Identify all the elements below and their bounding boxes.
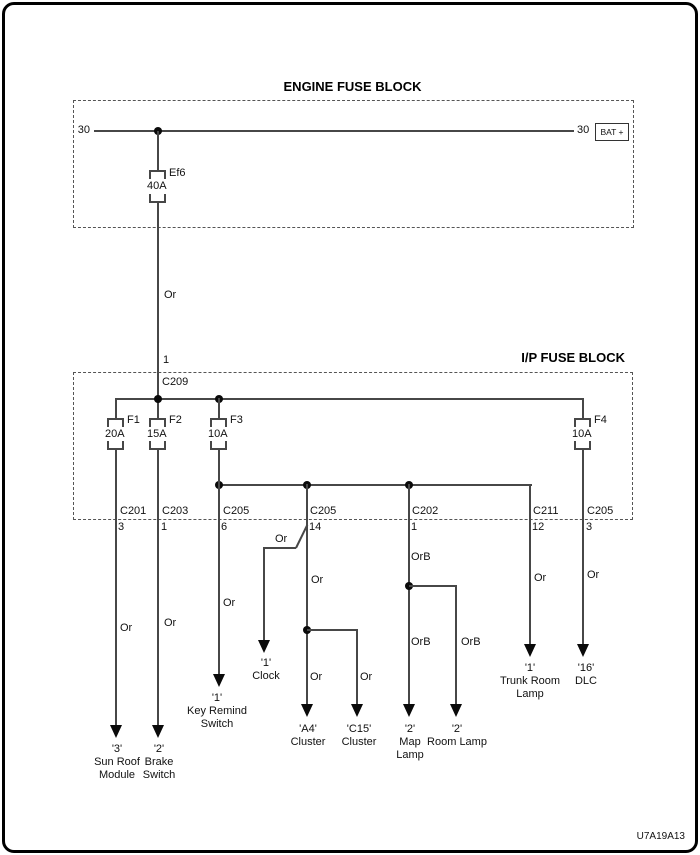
wire-battery-bus [94, 130, 574, 132]
arrow-c15-cluster [351, 704, 363, 717]
engine-fuse-block-title: ENGINE FUSE BLOCK [283, 79, 422, 94]
component-label-key-remind-switch [187, 692, 247, 731]
wire-bus-to-f4 [582, 398, 584, 419]
connector-c201-pin: 3 [118, 521, 125, 533]
wire-key-remind-switch [218, 449, 220, 674]
connector-c201-name: C201 [120, 505, 147, 517]
connector-c203-pin: 1 [161, 521, 168, 533]
component-pin: 'A4' [299, 723, 317, 735]
arrow-brake-switch [152, 725, 164, 738]
connector-c202-name: C202 [412, 505, 439, 517]
fuse-f3-symbol-top [210, 418, 227, 427]
arrow-sun-roof-module [110, 725, 122, 738]
wire-sun-roof-module [115, 449, 117, 725]
component-line: DLC [574, 675, 598, 687]
wire-lamp-branch [409, 585, 457, 587]
component-pin: '3' [111, 743, 123, 755]
component-pin: '2' [404, 723, 416, 735]
wire-color-c15-cluster: Or [360, 671, 373, 683]
fuse-f2-symbol-top [149, 418, 166, 427]
component-line: Clock [252, 670, 280, 682]
wire-clock-horizontal [264, 547, 296, 549]
component-label-room-lamp [427, 723, 487, 749]
component-label-clock [252, 657, 280, 683]
component-label-a4-cluster [291, 723, 326, 749]
fuse-f2-name: F2 [169, 414, 182, 426]
wire-ip-fuse-bus [115, 398, 584, 400]
fuse-ef6-rating: 40A [147, 180, 167, 192]
component-line: Sun Roof [94, 756, 140, 768]
fuse-ef6-name: Ef6 [169, 167, 186, 179]
component-line: Brake [144, 756, 174, 768]
arrow-trunk-room-lamp [524, 644, 536, 657]
component-line: Cluster [290, 736, 326, 748]
fuse-f2-rating: 15A [147, 428, 167, 440]
fuse-f1-rating: 20A [105, 428, 125, 440]
wire-color-key-remind: Or [223, 597, 236, 609]
wire-color-cluster-feed: Or [311, 574, 324, 586]
wire-color-dlc: Or [587, 569, 600, 581]
wire-trunk-room-lamp [529, 484, 531, 644]
wire-cluster-branch [307, 629, 358, 631]
component-line: Key Remind [187, 705, 247, 717]
wire-brake-switch [157, 449, 159, 725]
connector-c205-3-name: C205 [587, 505, 614, 517]
connector-c209-name: C209 [162, 376, 189, 388]
connector-c209-pin: 1 [163, 354, 170, 366]
connector-c203-name: C203 [162, 505, 189, 517]
wire-color-a4-cluster: Or [310, 671, 323, 683]
component-line: Cluster [341, 736, 377, 748]
component-label-trunk-room-lamp [500, 662, 560, 701]
component-pin: 'C15' [346, 723, 372, 735]
connector-c211-pin: 12 [532, 521, 545, 533]
wire-map-lamp [408, 484, 410, 704]
connector-c205-6-pin: 6 [221, 521, 228, 533]
component-line: Lamp [516, 688, 544, 700]
arrow-map-lamp [403, 704, 415, 717]
component-line: Lamp [396, 749, 424, 761]
wire-clock [263, 547, 265, 640]
fuse-f4-rating: 10A [572, 428, 592, 440]
fuse-f1-symbol-top [107, 418, 124, 427]
component-label-map-lamp [396, 723, 424, 762]
wire-color-sun-roof: Or [120, 622, 133, 634]
fuse-f4-symbol-top [574, 418, 591, 427]
junction-dot-bus-f2 [154, 395, 162, 403]
component-label-sun-roof-module [94, 743, 140, 782]
wire-room-lamp [455, 585, 457, 704]
connector-c205-3-pin: 3 [586, 521, 593, 533]
fuse-f3-rating: 10A [208, 428, 228, 440]
wire-f3-distribution-bus [219, 484, 532, 486]
arrow-key-remind-switch [213, 674, 225, 687]
component-pin: '2' [451, 723, 463, 735]
wire-c15-cluster [356, 629, 358, 704]
wire-bus-to-f3 [218, 398, 220, 419]
wire-dlc [582, 449, 584, 644]
component-line: Trunk Room [499, 675, 561, 687]
fuse-f3-name: F3 [230, 414, 243, 426]
wire-color-trunk-lamp: Or [534, 572, 547, 584]
wire-color-map-lamp: OrB [411, 636, 431, 648]
battery-terminal-label: BAT + [600, 127, 624, 137]
connector-c211-name: C211 [533, 505, 559, 517]
circuit-30-right-label: 30 [577, 124, 590, 136]
wire-color-room-lamp: OrB [461, 636, 481, 648]
component-line: Module [98, 769, 136, 781]
component-pin: '2' [153, 743, 165, 755]
component-pin: '1' [260, 657, 272, 669]
arrow-room-lamp [450, 704, 462, 717]
component-line: Room Lamp [427, 736, 487, 748]
arrow-dlc [577, 644, 589, 657]
component-pin: '1' [524, 662, 536, 674]
wire-a4-cluster [306, 484, 308, 704]
ip-fuse-block-title: I/P FUSE BLOCK [521, 350, 625, 365]
fuse-f4-name: F4 [594, 414, 607, 426]
drawing-code: U7A19A13 [636, 831, 685, 842]
wire-color-feed: Or [164, 289, 177, 301]
component-line: Switch [200, 718, 234, 730]
fuse-f1-name: F1 [127, 414, 140, 426]
wire-bus-to-f1 [115, 398, 117, 419]
connector-c205-14-pin: 14 [309, 521, 322, 533]
component-line: Switch [142, 769, 176, 781]
component-label-c15-cluster [342, 723, 377, 749]
component-label-brake-switch [143, 743, 175, 782]
connector-c205-14-name: C205 [310, 505, 337, 517]
circuit-30-left-label: 30 [77, 124, 90, 136]
wire-color-lamp-feed: OrB [411, 551, 431, 563]
battery-terminal-box [595, 123, 629, 141]
connector-c205-6-name: C205 [223, 505, 250, 517]
wire-color-brake: Or [164, 617, 177, 629]
component-pin: '1' [211, 692, 223, 704]
connector-c202-pin: 1 [411, 521, 418, 533]
component-line: Map [399, 736, 421, 748]
component-label-dlc [575, 662, 597, 688]
arrow-clock [258, 640, 270, 653]
arrow-a4-cluster [301, 704, 313, 717]
wire-to-fuse-ef6 [157, 131, 159, 171]
wire-color-clock-branch: Or [275, 533, 288, 545]
fuse-ef6-symbol-top [149, 170, 166, 179]
component-pin: '16' [577, 662, 595, 674]
